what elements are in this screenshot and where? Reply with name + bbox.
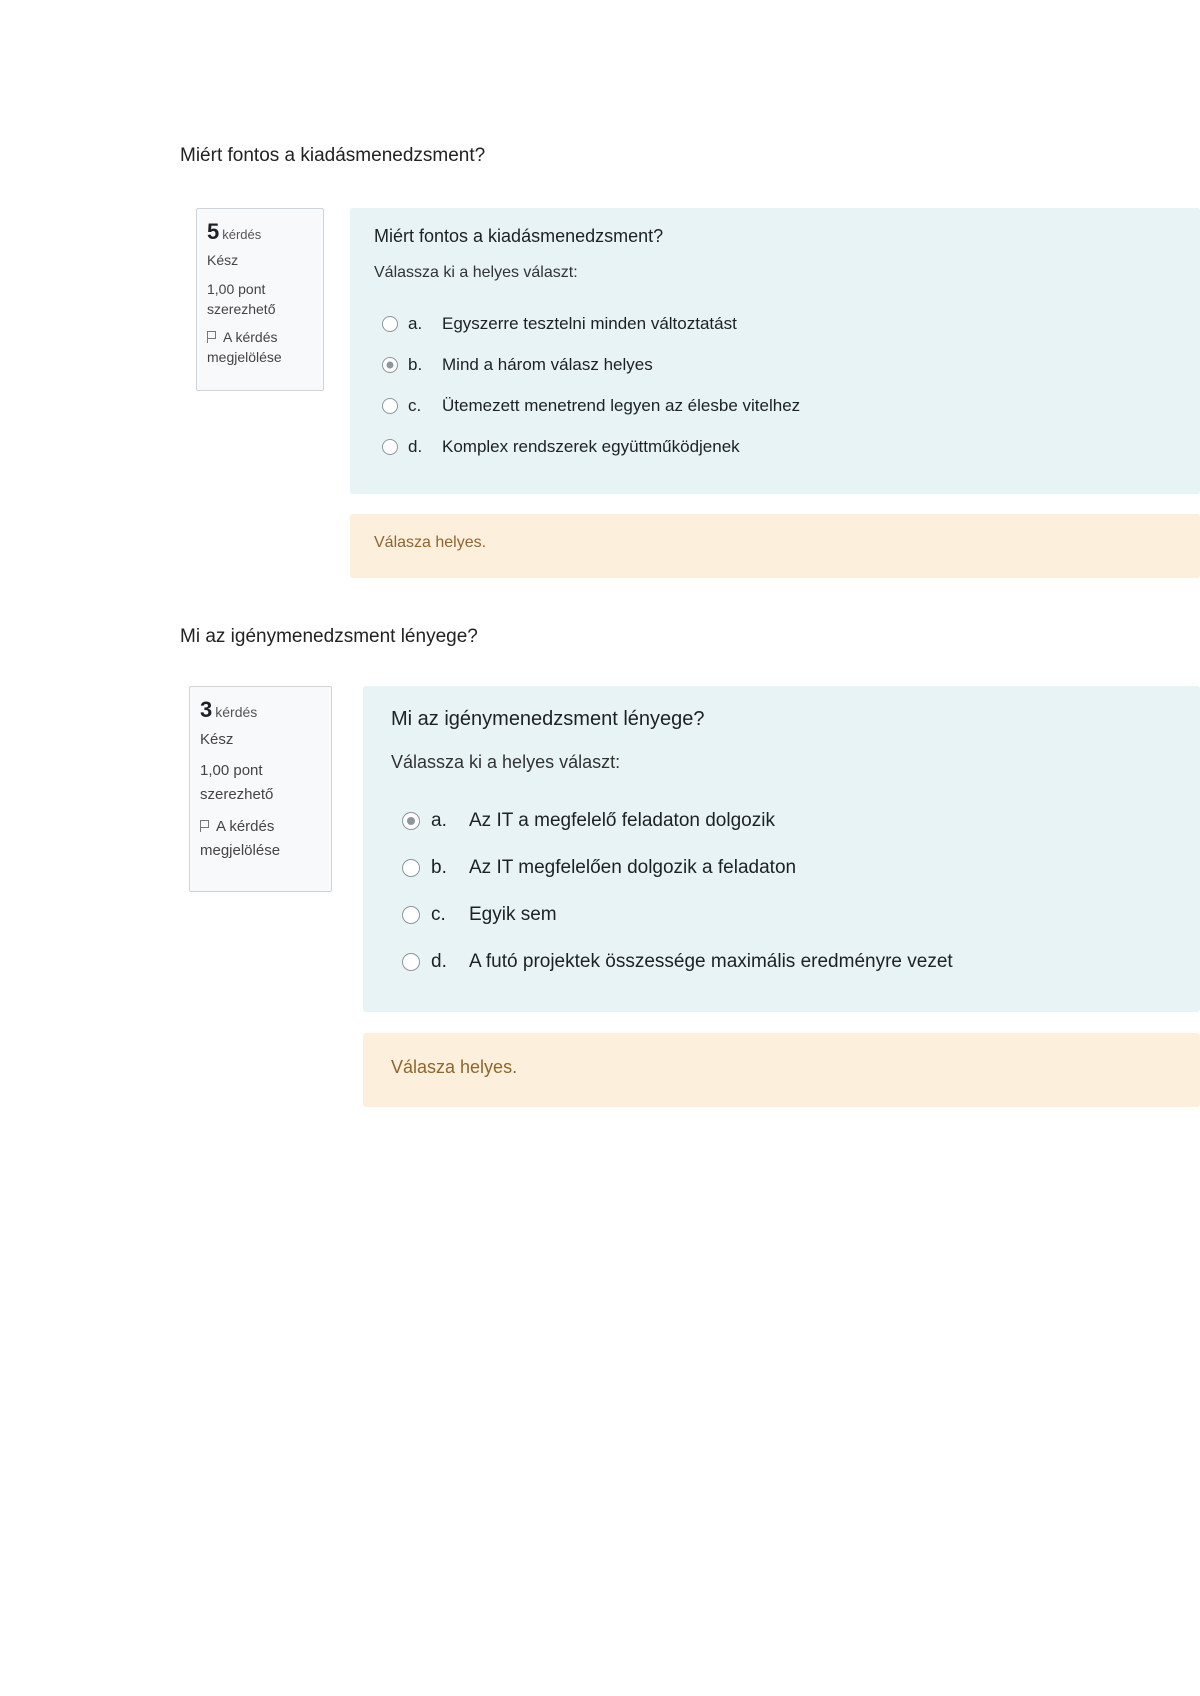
flag-icon xyxy=(200,820,210,832)
question-info-panel xyxy=(196,208,324,391)
option-letter: c. xyxy=(408,396,422,415)
flag-question-label: A kérdés megjelölése xyxy=(207,329,282,365)
option-text: Komplex rendszerek együttműködjenek xyxy=(442,437,740,456)
question-text: Miért fontos a kiadásmenedzsment? xyxy=(374,226,664,246)
answer-prompt: Válassza ki a helyes választ: xyxy=(391,752,621,772)
flag-question-link[interactable] xyxy=(200,815,321,863)
radio-button[interactable] xyxy=(402,859,420,877)
question-text: Mi az igénymenedzsment lényege? xyxy=(391,708,705,730)
radio-button[interactable] xyxy=(382,316,398,332)
question-number: 5 xyxy=(207,219,220,244)
option-letter: a. xyxy=(408,314,423,333)
flag-icon xyxy=(207,331,217,343)
flag-question-link[interactable] xyxy=(207,327,313,367)
feedback-box xyxy=(363,1033,1200,1107)
question-state: Kész xyxy=(207,252,239,268)
answer-option-b[interactable] xyxy=(382,355,653,375)
question-content-box xyxy=(350,208,1200,494)
radio-button-selected[interactable] xyxy=(402,812,420,830)
answer-option-a[interactable] xyxy=(402,810,775,832)
radio-button-selected[interactable] xyxy=(382,357,398,373)
option-text: A futó projektek összessége maximális eredményre vezet xyxy=(469,951,953,972)
answer-option-c[interactable] xyxy=(382,396,800,416)
radio-button[interactable] xyxy=(382,398,398,414)
answer-option-d[interactable] xyxy=(402,951,953,973)
answer-option-c[interactable] xyxy=(402,904,557,926)
answer-prompt: Válassza ki a helyes választ: xyxy=(374,264,578,281)
flag-question-label: A kérdés megjelölése xyxy=(200,818,281,859)
question-content-box xyxy=(363,686,1200,1012)
option-letter: b. xyxy=(431,857,447,878)
feedback-text: Válasza helyes. xyxy=(391,1057,518,1077)
option-letter: a. xyxy=(431,810,447,831)
radio-button[interactable] xyxy=(402,953,420,971)
question-points: 1,00 pont szerezhető xyxy=(200,762,274,803)
answer-option-a[interactable] xyxy=(382,314,737,334)
question-points: 1,00 pont szerezhető xyxy=(207,281,276,317)
question-heading: Miért fontos a kiadásmenedzsment? xyxy=(180,145,486,166)
answer-option-d[interactable] xyxy=(382,437,740,457)
question-number-label: kérdés xyxy=(222,227,262,242)
question-info-panel xyxy=(189,686,332,892)
radio-button[interactable] xyxy=(382,439,398,455)
feedback-box xyxy=(350,514,1200,578)
option-text: Az IT megfelelően dolgozik a feladaton xyxy=(469,857,797,878)
option-text: Egyszerre tesztelni minden változtatást xyxy=(442,314,737,333)
option-text: Mind a három válasz helyes xyxy=(442,355,653,374)
option-text: Ütemezett menetrend legyen az élesbe vitelhez xyxy=(442,396,801,415)
option-letter: b. xyxy=(408,355,423,374)
question-number: 3 xyxy=(200,697,213,722)
radio-button[interactable] xyxy=(402,906,420,924)
answer-option-b[interactable] xyxy=(402,857,796,879)
question-number-label: kérdés xyxy=(215,704,258,720)
option-text: Egyik sem xyxy=(469,904,557,925)
question-state: Kész xyxy=(200,731,234,748)
feedback-text: Válasza helyes. xyxy=(374,534,487,551)
question-heading: Mi az igénymenedzsment lényege? xyxy=(180,626,478,647)
option-letter: d. xyxy=(408,437,423,456)
option-letter: c. xyxy=(431,904,446,925)
option-letter: d. xyxy=(431,951,447,972)
option-text: Az IT a megfelelő feladaton dolgozik xyxy=(469,810,775,831)
